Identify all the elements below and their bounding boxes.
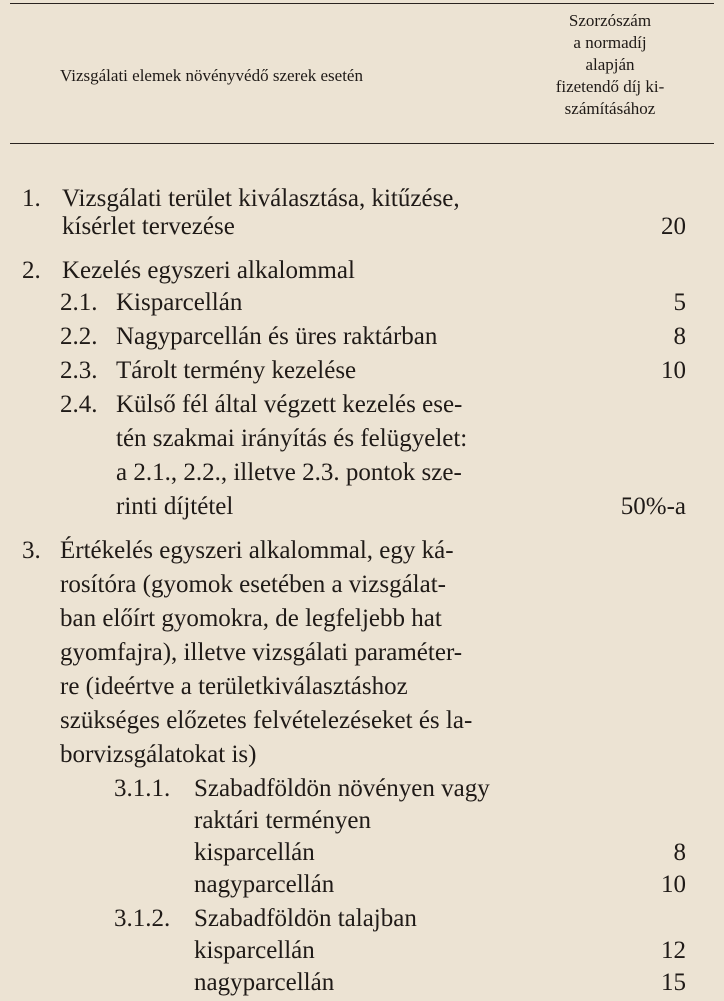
item-value: 20 xyxy=(661,213,686,240)
item-text-line: rinti díjtétel xyxy=(116,493,234,520)
item-text-line: ban előírt gyomokra, de legfeljebb hat xyxy=(60,605,442,632)
item-number: 2.1. xyxy=(60,289,98,316)
item-number: 2. xyxy=(22,257,41,284)
item-subtext: kisparcellán xyxy=(194,839,315,866)
item-value: 10 xyxy=(661,871,686,898)
item-text: Kisparcellán xyxy=(116,289,243,316)
item-text-line: Külső fél által végzett kezelés ese- xyxy=(116,391,463,418)
header-right-line: Szorzószám xyxy=(568,11,652,30)
item-text-line: Értékelés egyszeri alkalommal, egy ká- xyxy=(60,537,454,564)
item-text-line: tén szakmai irányítás és felügyelet: xyxy=(116,425,468,452)
item-text: Tárolt termény kezelése xyxy=(116,357,357,384)
header-right-line: alapján xyxy=(585,55,635,74)
item-value: 12 xyxy=(661,937,686,964)
item-value: 8 xyxy=(673,839,686,866)
item-number: 1. xyxy=(22,185,41,212)
item-text-line: re (ideértve a területkiválasztáshoz xyxy=(60,673,408,700)
item-value: 10 xyxy=(661,357,686,384)
item-value: 15 xyxy=(661,969,686,996)
item-text-line: rosítóra (gyomok esetében a vizsgálat- xyxy=(60,571,446,598)
item-text-line: szükséges előzetes felvételezéseket és la- xyxy=(60,707,473,734)
item-value: 5 xyxy=(673,289,686,316)
item-text-line: borvizsgálatokat is) xyxy=(60,741,257,768)
item-text-line: raktári terményen xyxy=(194,807,371,834)
item-subtext: nagyparcellán xyxy=(194,969,335,996)
item-title: Kezelés egyszeri alkalommal xyxy=(62,257,355,284)
top-rule xyxy=(10,3,714,4)
item-number: 3.1.1. xyxy=(114,775,171,802)
header-right-line: fizetendő díj ki- xyxy=(555,77,665,96)
item-number: 3. xyxy=(22,537,41,564)
header-left-label: Vizsgálati elemek növényvédő szerek esetén xyxy=(60,66,363,85)
item-subtext: nagyparcellán xyxy=(194,871,335,898)
header-right-label xyxy=(530,10,690,120)
item-text-line: gyomfajra), illetve vizsgálati paraméter- xyxy=(60,639,463,666)
item-text-line: Szabadföldön növényen vagy xyxy=(194,775,490,802)
item-value: 8 xyxy=(673,323,686,350)
item-value: 50%-a xyxy=(620,493,686,520)
item-text-line: Vizsgálati terület kiválasztása, kitűzése, xyxy=(62,185,460,212)
header-right-line: a normadíj xyxy=(573,33,647,52)
item-subtext: kisparcellán xyxy=(194,937,315,964)
header-rule xyxy=(10,143,714,144)
item-number: 2.4. xyxy=(60,391,98,418)
item-text: Nagyparcellán és üres raktárban xyxy=(116,323,438,350)
item-number: 3.1.2. xyxy=(114,905,171,932)
header-right-line: számításához xyxy=(564,99,656,118)
item-title: Szabadföldön talajban xyxy=(194,905,417,932)
item-text-line: kísérlet tervezése xyxy=(62,213,235,240)
item-number: 2.2. xyxy=(60,323,98,350)
item-number: 2.3. xyxy=(60,357,98,384)
item-text-line: a 2.1., 2.2., illetve 2.3. pontok sze- xyxy=(116,459,462,486)
